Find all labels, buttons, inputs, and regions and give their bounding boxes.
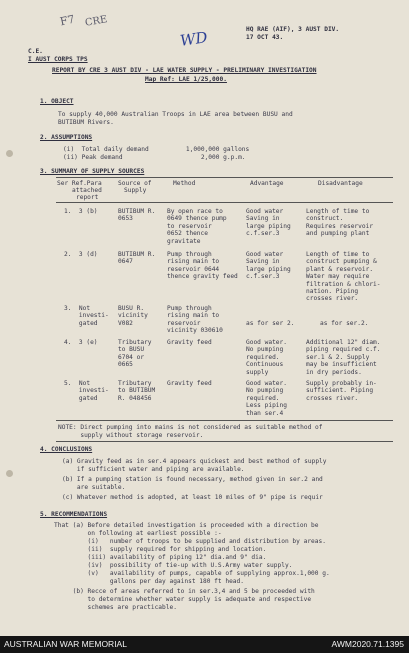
section-heading: 5. RECOMMENDATIONS xyxy=(40,511,108,518)
cell-ser: 1. 3 (b) xyxy=(64,208,98,215)
punch-hole xyxy=(6,150,13,157)
section-text: (a) Gravity feed as in ser.4 appears quickest and best method of supply xyxy=(62,458,327,465)
cell-source: Tributary to BUSU 6704 or 0665 xyxy=(118,339,152,369)
section-text: if sufficient water and piping are available. xyxy=(62,466,245,473)
header-hq: HQ RAE (AIF), 3 AUST DIV. xyxy=(246,26,340,33)
section-text: (iv) possibility of tie-up with U.S.Army water supply. xyxy=(54,562,293,569)
cell-advantage: Good water. No pumping required. Continuous supply xyxy=(246,339,287,376)
column-header: Source of xyxy=(118,180,152,187)
section-text: schemes are practicable. xyxy=(54,604,177,611)
cell-advantage: Good water Saving in large piping c.f.ser.3 xyxy=(246,251,291,281)
section-text: to determine whether water supply is adequate and respective xyxy=(54,596,312,603)
section-heading: 1. OBJECT xyxy=(40,98,74,105)
handwritten-mark: F7 xyxy=(58,12,76,29)
cell-disadvantage: Additional 12" diam. piping required c.f. ser.1 & 2. Supply may be insufficient in dry periods. xyxy=(306,339,381,376)
section-text: BUTIBUM Rivers. xyxy=(58,119,114,126)
cell-ser: 4. 3 (e) xyxy=(64,339,98,346)
cell-method: Pump through rising main to reservoir 0644 thence gravity feed xyxy=(167,251,238,281)
map-reference: Map Ref: LAE 1/25,000. xyxy=(145,76,227,83)
report-title: REPORT BY CRE 3 AUST DIV - LAE WATER SUPPLY - PRELIMINARY INVESTIGATION xyxy=(52,67,317,74)
section-text: That (a) Before detailed investigation is proceeded with a direction be xyxy=(54,522,319,529)
section-heading: 3. SUMMARY OF SUPPLY SOURCES xyxy=(40,168,145,175)
section-text: (c) Whatever method is adopted, at least 10 miles of 9" pipe is requir xyxy=(62,494,323,501)
column-header: Advantage xyxy=(250,180,284,187)
archive-footer xyxy=(0,636,409,653)
table-rule xyxy=(56,177,393,178)
section-text: (b) If a pumping station is found necessary, method given in ser.2 and xyxy=(62,476,323,483)
section-text: (iii) availability of piping 12" dia.and 9" dia. xyxy=(54,554,267,561)
handwritten-initials: WD xyxy=(178,28,209,50)
section-text: gallons per day against 180 ft head. xyxy=(54,578,244,585)
cell-method: Gravity feed xyxy=(167,380,212,387)
cell-ser: 2. 3 (d) xyxy=(64,251,98,258)
footer-institution: AUSTRALIAN WAR MEMORIAL xyxy=(4,639,127,649)
footer-accession-number: AWM2020.71.1395 xyxy=(331,639,404,649)
section-text: (v) availability of pumps, capable of supplying approx.1,000 g. xyxy=(54,570,330,577)
section-heading: 2. ASSUMPTIONS xyxy=(40,134,93,141)
section-text: To supply 40,000 Australian Troops in LAE area between BUSU and xyxy=(58,111,293,118)
header-date: 17 OCT 43. xyxy=(246,34,284,41)
header-to: C.E. xyxy=(28,48,43,55)
table-note: supply without storage reservoir. xyxy=(58,432,204,439)
cell-method: Gravity feed xyxy=(167,339,212,346)
table-note: NOTE: Direct pumping into mains is not considered as suitable method of xyxy=(58,424,323,431)
column-header: Disadvantage xyxy=(318,180,363,187)
handwritten-mark: CRE xyxy=(84,14,109,29)
cell-ser: 3. Not investi- gated xyxy=(64,305,109,327)
column-header: attached xyxy=(72,187,102,194)
table-rule xyxy=(56,420,393,421)
column-header: report xyxy=(76,194,99,201)
cell-advantage: Good water Saving in large piping c.f.ser.3 xyxy=(246,208,291,238)
cell-disadvantage: Supply probably in- sufficient. Piping crosses river. xyxy=(306,380,377,402)
column-header: Supply xyxy=(124,187,147,194)
section-text: (ii) Peak demand 2,000 g.p.m. xyxy=(63,154,246,161)
header-to: I AUST CORPS TPS xyxy=(28,56,88,63)
cell-disadvantage: Length of time to construct. Requires reservoir and pumping plant xyxy=(306,208,374,238)
column-header: Ser Ref.Para xyxy=(57,180,102,187)
cell-method: Pump through rising main to reservoir vicinity 030610 xyxy=(167,305,223,335)
section-text: (i) number of troops to be supplied and distribution by areas. xyxy=(54,538,326,545)
cell-advantage: Good water. No pumping required. Less piping than ser.4 xyxy=(246,380,287,417)
section-heading: 4. CONCLUSIONS xyxy=(40,446,93,453)
punch-hole xyxy=(6,470,13,477)
cell-disadvantage: as for ser.2. xyxy=(320,319,369,327)
section-text: on following at earliest possible :- xyxy=(54,530,222,537)
cell-source: BUTIBUM R. 0653 xyxy=(118,208,156,223)
cell-advantage: as for ser 2. xyxy=(246,319,295,327)
section-text: (ii) supply required for shipping and location. xyxy=(54,546,267,553)
section-text: are suitable. xyxy=(62,484,126,491)
cell-ser: 5. Not investi- gated xyxy=(64,380,109,402)
section-text: (b) Recce of areas referred to in ser.3,4 and 5 be proceeded with xyxy=(54,588,315,595)
table-rule xyxy=(56,202,393,203)
cell-source: BUSU R. vicinity V082 xyxy=(118,305,148,327)
cell-source: BUTIBUM R. 0647 xyxy=(118,251,156,266)
column-header: Method xyxy=(173,180,196,187)
cell-method: By open race to 0649 thence pump to reservoir 0652 thence gravitate xyxy=(167,208,227,245)
cell-disadvantage: Length of time to construct pumping & plant & reservoir. Water may require filtration & chlori- nation. Piping crosses river. xyxy=(306,251,381,303)
section-text: (i) Total daily demand 1,000,000 gallons xyxy=(63,146,250,153)
table-rule xyxy=(56,441,393,442)
cell-source: Tributary to BUTIBUM R. 048456 xyxy=(118,380,156,402)
